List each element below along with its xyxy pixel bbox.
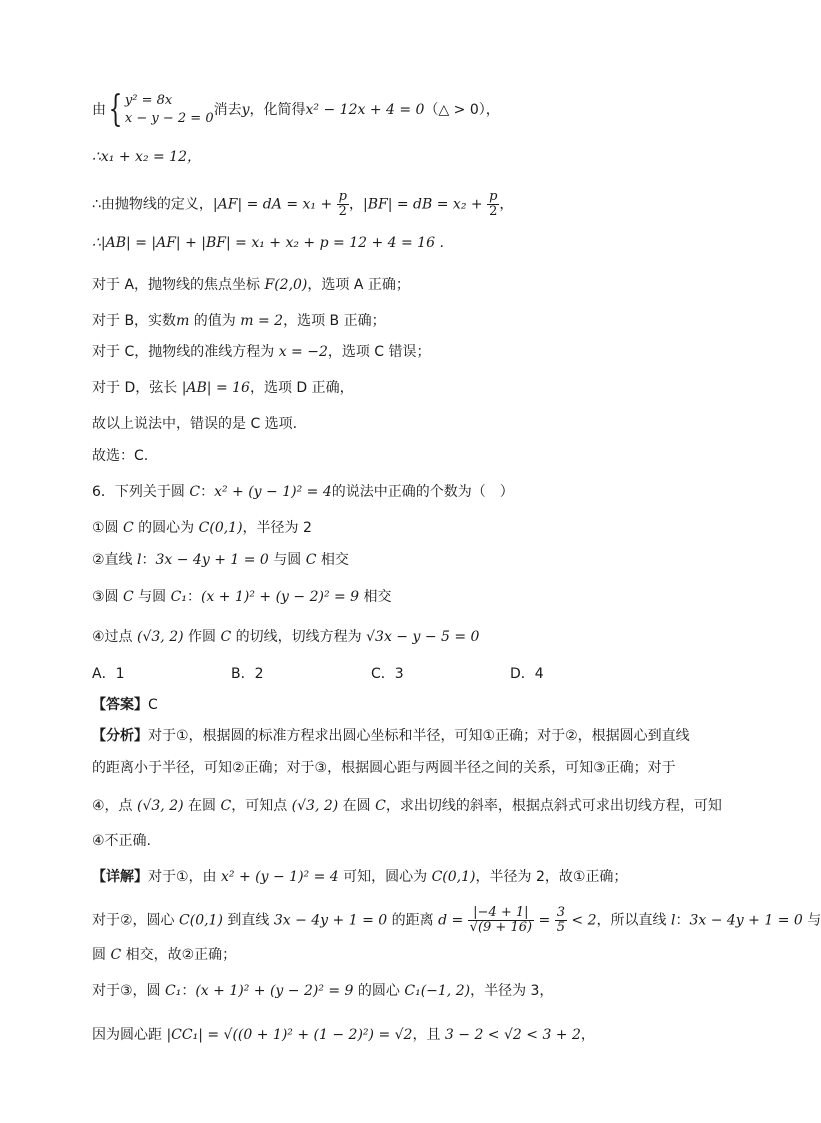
text: 与 — [802, 912, 821, 929]
text: 对于①，由 — [148, 869, 222, 885]
detail-tag: 【详解】 — [92, 869, 148, 885]
answer-tag: 【答案】 — [92, 697, 148, 713]
text: 作圆 — [183, 629, 221, 645]
math-result: x² − 12x + 4 = 0 — [305, 102, 425, 118]
text: 由 — [92, 102, 106, 118]
statement-4 — [92, 626, 479, 648]
math: x = −2 — [278, 344, 328, 360]
math: (√3, 2) — [137, 798, 184, 814]
line-option-c — [92, 341, 431, 363]
text: ： — [675, 912, 690, 929]
line-eliminate — [92, 89, 500, 130]
num: |−4 + 1| — [468, 906, 534, 921]
analysis-line-1 — [92, 725, 690, 747]
text: 圆 — [92, 947, 111, 963]
text: ， — [499, 196, 514, 213]
math: C — [189, 484, 201, 500]
line-option-d — [92, 377, 354, 399]
den: √(9 + 16) — [469, 920, 533, 935]
text: ④，点 — [92, 798, 138, 814]
math: (√3, 2) — [291, 798, 339, 814]
analysis-line-2: 的距离小于半径，可知②正确；对于③，根据圆心距与两圆半径之间的关系，可知③正确；对于 — [92, 760, 676, 776]
math: C₁ — [170, 589, 187, 605]
math: m — [176, 313, 190, 329]
text: ，半径为 2 — [242, 520, 312, 536]
line-option-b — [92, 310, 386, 332]
text: 的圆心 — [353, 983, 405, 999]
detail-line-3 — [92, 944, 236, 966]
text: 对于 A，抛物线的焦点坐标 — [92, 277, 265, 293]
math: C — [123, 520, 134, 536]
math: (x + 1)² + (y − 2)² = 9 — [200, 589, 360, 605]
math: C — [220, 798, 232, 814]
text: ，且 — [412, 1027, 445, 1043]
math: C₁ — [165, 983, 182, 999]
text: 相交，故②正确； — [121, 947, 237, 963]
math: 3 − 2 < √2 < 3 + 2 — [444, 1027, 581, 1043]
text: ，化简得 — [249, 102, 306, 118]
text: （△ > 0）， — [424, 102, 500, 118]
math: 3x − 4y + 1 = 0 — [155, 552, 269, 568]
line-definition — [92, 190, 513, 219]
answer-value: C — [148, 697, 158, 713]
detail-line-2 — [92, 906, 821, 935]
math-bf: |BF| = dB = x₂ + — [362, 196, 488, 213]
text: 相交 — [316, 552, 349, 568]
den: 5 — [556, 920, 565, 935]
text: 的值为 — [189, 313, 241, 329]
text: 6．下列关于圆 — [92, 484, 190, 500]
math: = — [534, 912, 555, 929]
text: 的距离 — [387, 912, 439, 929]
text: ： — [200, 484, 215, 500]
fraction-distance — [468, 906, 534, 935]
text: 可知，圆心为 — [338, 869, 432, 885]
equation-system — [125, 92, 214, 128]
math: C — [220, 629, 232, 645]
line-chord-length: ∴|AB| = |AF| + |BF| = x₁ + x₂ + p = 12 + 4 = 16 . — [92, 235, 444, 251]
analysis-tag: 【分析】 — [92, 728, 148, 744]
math-af: |AF| = dA = x₁ + — [212, 196, 337, 213]
text: ②直线 — [92, 552, 138, 568]
line-choice: 故选：C. — [92, 448, 149, 464]
num: p — [489, 189, 498, 204]
text: ： — [181, 983, 196, 999]
line-sum: ∴x₁ + x₂ = 12， — [92, 149, 201, 165]
brace-symbol: { — [108, 89, 123, 130]
text: 的切线，切线方程为 — [231, 629, 367, 645]
math: (x + 1)² + (y − 2)² = 9 — [195, 983, 354, 999]
math: C(0,1) — [431, 869, 476, 885]
math: m = 2 — [240, 313, 284, 329]
math: C — [305, 552, 317, 568]
text: 对于③，圆 — [92, 983, 166, 999]
analysis-line-4: ④不正确. — [92, 833, 152, 849]
math: l — [670, 912, 676, 929]
text: 的圆心为 — [133, 520, 199, 536]
text: 到直线 — [222, 912, 274, 929]
text: ，求出切线的斜率，根据点斜式可求出切线方程，可知 — [385, 798, 722, 814]
line-option-a — [92, 274, 410, 296]
text: 在圆 — [338, 798, 376, 814]
text: 对于②，圆心 — [92, 912, 180, 929]
option-b: B．2 — [231, 666, 264, 682]
num: 3 — [556, 905, 565, 920]
text: ，半径为 2，故①正确； — [475, 869, 628, 885]
detail-line-4 — [92, 980, 553, 1002]
math: C(0,1) — [198, 520, 243, 536]
fraction-3-5 — [555, 906, 567, 935]
math: C₁(−1, 2) — [404, 983, 471, 999]
math: x² + (y − 1)² = 4 — [221, 869, 339, 885]
text: 对于 D，弦长 — [92, 380, 182, 396]
text: ，选项 A 正确； — [307, 277, 410, 293]
statement-1 — [92, 517, 312, 539]
text: 对于 C，抛物线的准线方程为 — [92, 344, 279, 360]
option-d: D．4 — [510, 666, 544, 682]
math: F(2,0) — [264, 277, 308, 293]
text: 与圆 — [268, 552, 306, 568]
text: ， — [580, 1027, 595, 1043]
detail-line-1 — [92, 866, 627, 888]
math: 3x − 4y + 1 = 0 — [273, 912, 388, 929]
text: ，半径为 3， — [470, 983, 554, 999]
math: C — [110, 947, 122, 963]
text: ，可知点 — [231, 798, 292, 814]
line-conclusion: 故以上说法中，错误的是 C 选项. — [92, 416, 298, 432]
text: ： — [141, 552, 156, 568]
text: ，所以直线 — [596, 912, 671, 929]
fraction-p-over-2 — [337, 190, 349, 219]
equation-1: y² = 8x — [124, 93, 173, 108]
text: ④过点 — [92, 629, 138, 645]
text: 对于①，根据圆的标准方程求出圆心坐标和半径，可知①正确；对于②，根据圆心到直线 — [148, 728, 690, 744]
math: < 2 — [566, 912, 597, 929]
math: l — [137, 552, 142, 568]
text: ， — [348, 196, 363, 213]
statement-2 — [92, 549, 349, 571]
text: 的说法中正确的个数为（ ） — [331, 484, 514, 500]
text: ，选项 C 错误； — [327, 344, 431, 360]
math: d = — [438, 912, 468, 929]
math: C — [123, 589, 134, 605]
math: (√3, 2) — [137, 629, 184, 645]
text: ，选项 B 正确； — [283, 313, 386, 329]
math-var: y — [241, 102, 250, 118]
text: 对于 B，实数 — [92, 313, 177, 329]
analysis-line-3 — [92, 795, 722, 817]
text: 因为圆心距 — [92, 1027, 167, 1043]
math: |AB| = 16 — [181, 380, 250, 396]
math: 3x − 4y + 1 = 0 — [689, 912, 803, 929]
fraction-p-over-2 — [487, 190, 499, 219]
answer-line — [92, 694, 158, 716]
text: ③圆 — [92, 589, 124, 605]
math: |CC₁| = √((0 + 1)² + (1 − 2)²) = √2 — [166, 1027, 413, 1043]
math: C — [375, 798, 386, 814]
text: 消去 — [213, 102, 242, 118]
text: ，选项 D 正确， — [249, 380, 354, 396]
math: x² + (y − 1)² = 4 — [214, 484, 332, 500]
num: p — [338, 189, 347, 204]
equation-2: x − y − 2 = 0 — [124, 111, 214, 126]
text: ①圆 — [92, 520, 124, 536]
option-c: C．3 — [371, 666, 404, 682]
text: ∴由抛物线的定义， — [92, 196, 213, 213]
question-6 — [92, 481, 514, 503]
math: √3x − y − 5 = 0 — [366, 629, 480, 645]
text: 相交 — [359, 589, 392, 605]
den: 2 — [338, 204, 347, 219]
text: 与圆 — [133, 589, 171, 605]
option-a: A．1 — [92, 666, 125, 682]
text: ： — [186, 589, 201, 605]
math: C(0,1) — [179, 912, 223, 929]
den: 2 — [489, 204, 498, 219]
statement-3 — [92, 586, 392, 608]
detail-line-5 — [92, 1024, 595, 1046]
text: 在圆 — [183, 798, 221, 814]
